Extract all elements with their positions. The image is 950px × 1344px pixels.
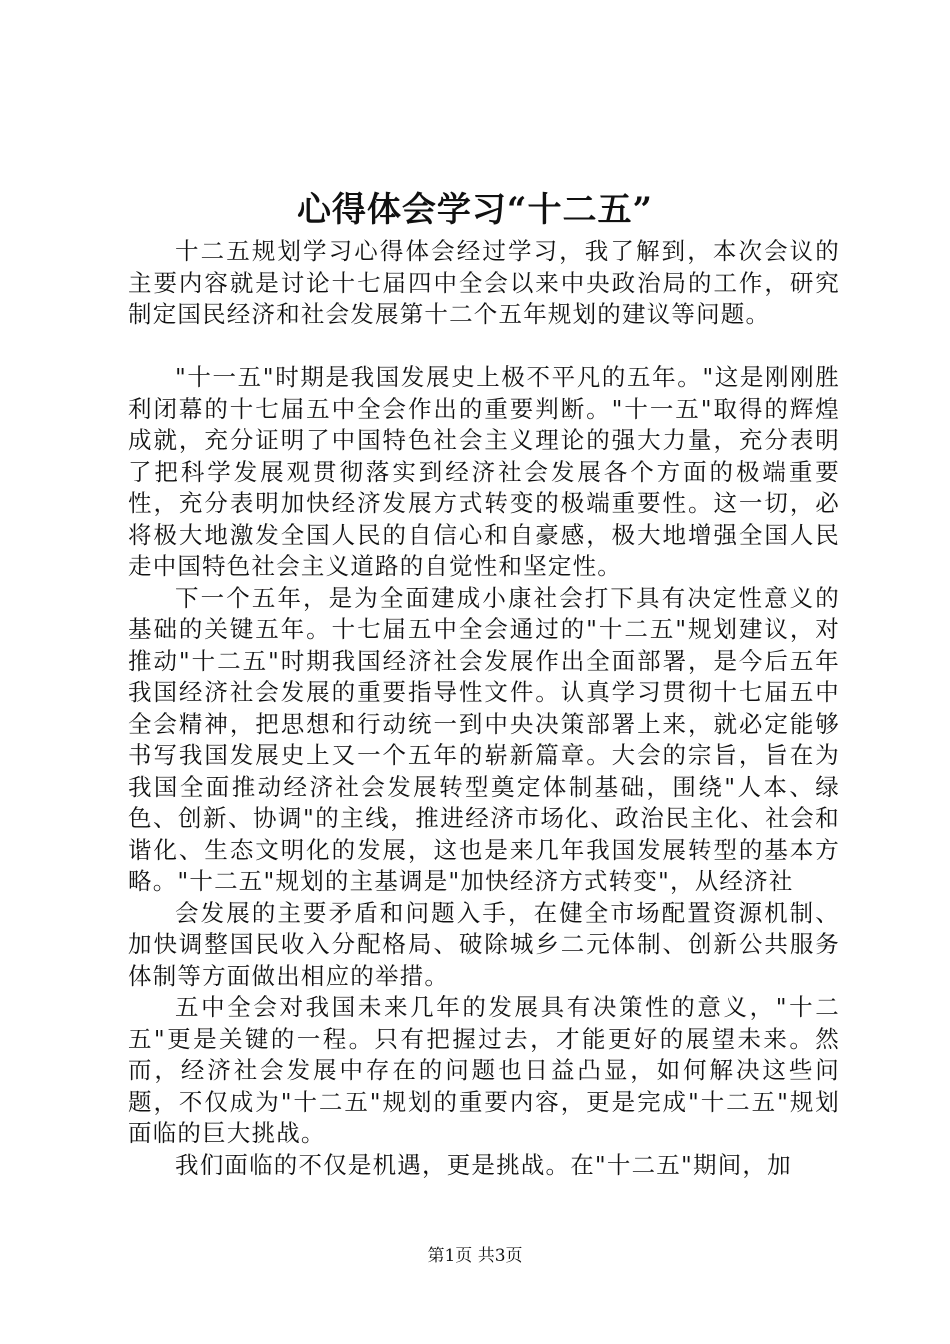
- paragraph-5: 五中全会对我国未来几年的发展具有决策性的意义，"十二五"更是关键的一程。只有把握过去，才能更好的展望未来。然而，经济社会发展中存在的问题也日益凸显，如何解决这些问题，不仅成为"十二五"规划的重要内容，更是完成"十二五"规划面临的巨大挑战。: [128, 993, 840, 1147]
- document-title: 心得体会学习“十二五”: [296, 190, 654, 230]
- paragraph-6: 我们面临的不仅是机遇，更是挑战。在"十二五"期间，加: [175, 1150, 792, 1179]
- paragraph-3: 下一个五年，是为全面建成小康社会打下具有决定性意义的基础的关键五年。十七届五中全会通过的"十二五"规划建议，对推动"十二五"时期我国经济社会发展作出全面部署，是今后五年我国经济社会发展的重要指导性文件。认真学习贯彻十七届五中全会精神，把思想和行动统一到中央决策部署上来，就必定能够书写我国发展史上又一个五年的崭新篇章。大会的宗旨，旨在为我国全面推动经济社会发展转型奠定体制基础，围绕"人本、绿色、创新、协调"的主线，推进经济市场化、政治民主化、社会和谐化、生态文明化的发展，这也是来几年我国发展转型的基本方略。"十二五"规划的主基调是"加快经济方式转变"，从经济社: [128, 583, 840, 895]
- page-footer: 第1页 共3页: [427, 1246, 523, 1266]
- paragraph-4: 会发展的主要矛盾和问题入手，在健全市场配置资源机制、加快调整国民收入分配格局、破除城乡二元体制、创新公共服务体制等方面做出相应的举措。: [128, 898, 840, 990]
- paragraph-2: "十一五"时期是我国发展史上极不平凡的五年。"这是刚刚胜利闭幕的十七届五中全会作出的重要判断。"十一五"取得的辉煌成就，充分证明了中国特色社会主义理论的强大力量，充分表明了把科学发展观贯彻落实到经济社会发展各个方面的极端重要性，充分表明加快经济发展方式转变的极端重要性。这一切，必将极大地激发全国人民的自信心和自豪感，极大地增强全国人民走中国特色社会主义道路的自觉性和坚定性。: [128, 363, 840, 580]
- paragraph-1: 十二五规划学习心得体会经过学习，我了解到，本次会议的主要内容就是讨论十七届四中全会以来中央政治局的工作，研究制定国民经济和社会发展第十二个五年规划的建议等问题。: [128, 237, 840, 328]
- document-body: [128, 236, 840, 1181]
